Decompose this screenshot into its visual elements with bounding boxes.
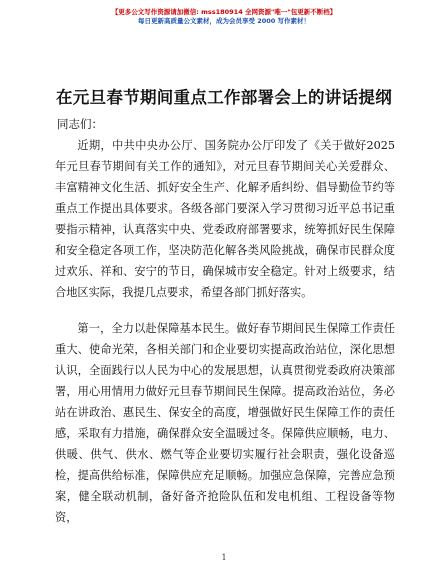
promo-banner-line-2: 每日更新高质量公文素材，成为会员享受 2000 写作素材！	[137, 17, 311, 25]
salutation: 同志们：	[57, 117, 103, 131]
body-paragraph-2: 第一，全力以赴保障基本民生。做好春节期间民生保障工作责任重大、使命光荣，各相关部门和企业要切实提高政治站位，深化思想认识，全面践行以人民为中心的发展思想，认真贯彻党委政府决策部署，用心用情用力做好元旦春节期间民生保障。提高政治站位，务必站在讲政治、惠民生、保安全的高度，增强做好民生保障工作的责任感，采取有力措施，确保群众安全温暖过冬。保障供应顺畅，电力、供暖、供气、供水、燃气等企业要切实履行社会职责，强化设备巡检，提高供给标准，保障供应充足顺畅。加强应急保障，完善应急预案，健全联动机制，备好备齐抢险队伍和发电机组、工程设备等物资，	[55, 322, 395, 524]
body-paragraph-1: 近期，中共中央办公厅、国务院办公厅印发了《关于做好2025年元旦春节期间有关工作的通知》，对元旦春节期间关心关爱群众、丰富精神文化生活、抓好安全生产、化解矛盾纠纷、倡导勤俭节约等重点工作提出具体要求。各级各部门要深入学习贯彻习近平总书记重要指示精神，认真落实中央、党委政府部署要求，统筹抓好民生保障和安全稳定各项工作，坚决防范化解各类风险挑战，确保市民群众度过欢乐、祥和、安宁的节日，确保城市安全稳定。针对上级要求，结合地区实际，我提几点要求，希望各部门抓好落实。	[55, 139, 395, 299]
promo-banner	[0, 8, 448, 26]
page-number: 1	[221, 553, 227, 562]
document-title: 在元旦春节期间重点工作部署会上的讲话提纲	[56, 88, 392, 107]
promo-banner-line-1: 【更多公文写作资源请加微信: mss180914 全网资源"唯一"包更新不断档】	[111, 8, 337, 16]
